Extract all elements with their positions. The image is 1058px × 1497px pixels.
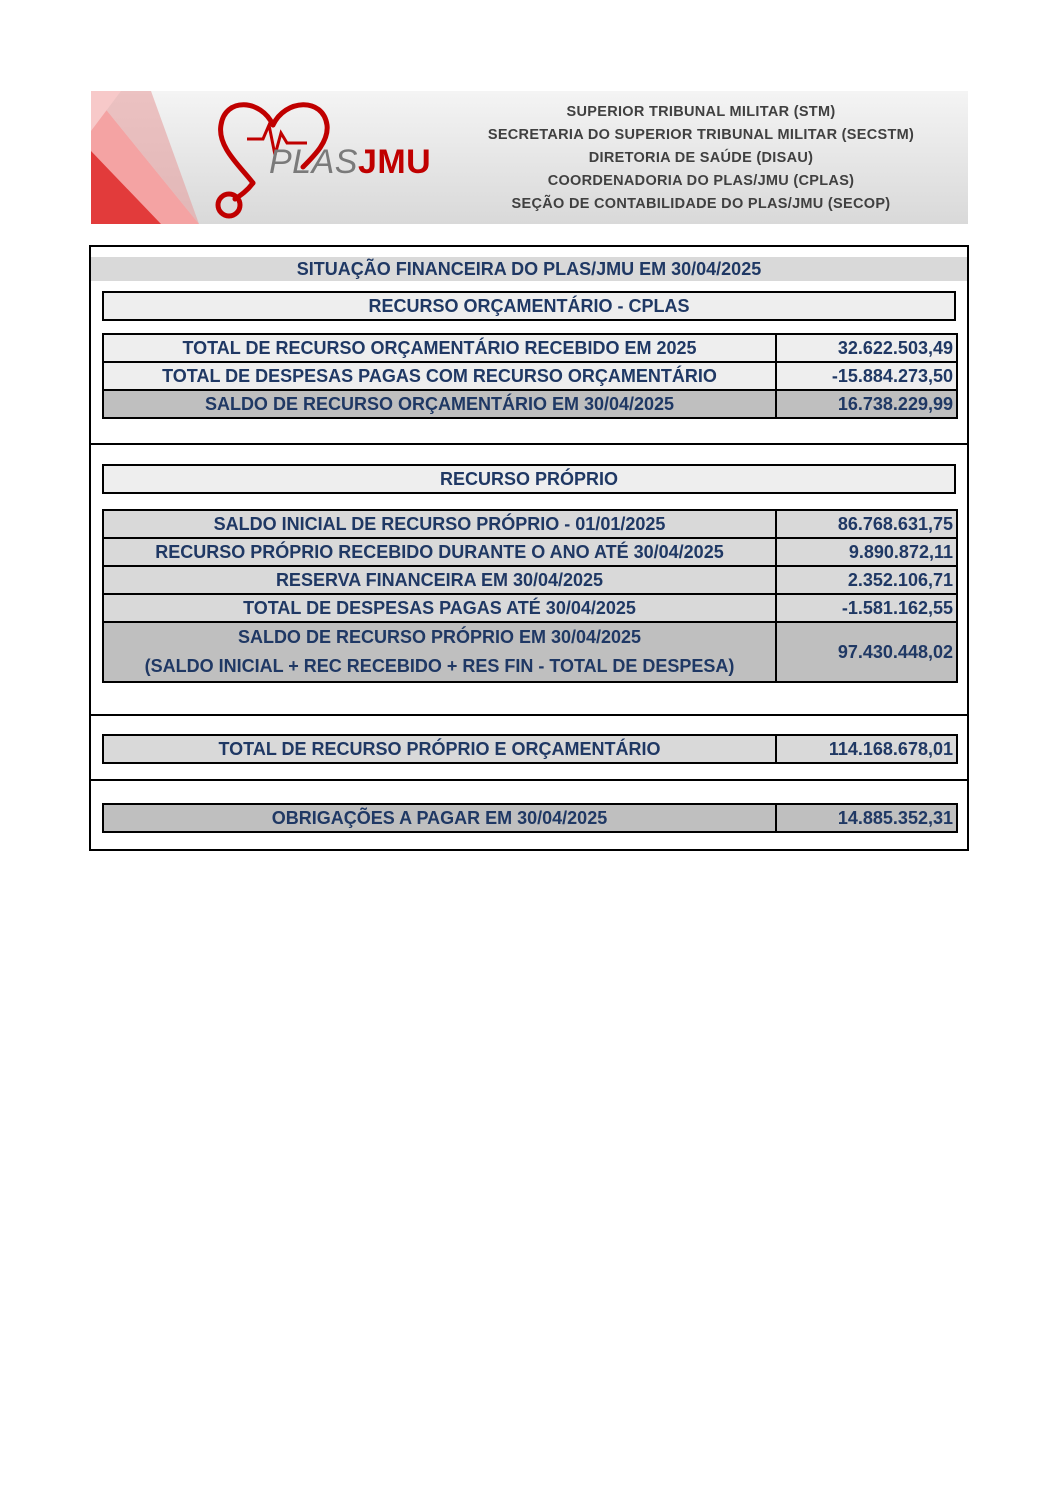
row-value: 16.738.229,99 — [776, 390, 957, 418]
row-value: 14.885.352,31 — [776, 804, 957, 832]
table-row — [103, 538, 957, 566]
banner-red-triangle — [91, 91, 221, 224]
row-value: 2.352.106,71 — [776, 566, 957, 594]
logo-plas: PLAS — [269, 143, 358, 181]
divider — [91, 443, 967, 445]
institution-line: SECRETARIA DO SUPERIOR TRIBUNAL MILITAR (SECSTM) — [487, 127, 915, 143]
table-row — [103, 390, 957, 418]
divider — [91, 779, 967, 781]
row-value: 86.768.631,75 — [776, 510, 957, 538]
table-row — [103, 804, 957, 832]
institution-line: DIRETORIA DE SAÚDE (DISAU) — [588, 150, 814, 166]
saldo-label-line1: SALDO DE RECURSO PRÓPRIO EM 30/04/2025 — [237, 627, 642, 647]
saldo-label-line2: (SALDO INICIAL + REC RECEBIDO + RES FIN - TOTAL DE DESPESA) — [144, 656, 735, 676]
divider — [91, 714, 967, 716]
institution-line: COORDENADORIA DO PLAS/JMU (CPLAS) — [547, 173, 855, 189]
row-label: TOTAL DE DESPESAS PAGAS COM RECURSO ORÇAMENTÁRIO — [103, 362, 776, 390]
institution-line: SEÇÃO DE CONTABILIDADE DO PLAS/JMU (SECOP) — [511, 196, 891, 212]
orcamentario-table — [102, 333, 958, 419]
row-label: TOTAL DE DESPESAS PAGAS ATÉ 30/04/2025 — [103, 594, 776, 622]
row-label — [103, 622, 776, 682]
row-label: TOTAL DE RECURSO ORÇAMENTÁRIO RECEBIDO EM 2025 — [103, 334, 776, 362]
row-value: 114.168.678,01 — [776, 735, 957, 763]
table-row — [103, 510, 957, 538]
institution-lines — [446, 101, 956, 216]
report-title: SITUAÇÃO FINANCEIRA DO PLAS/JMU EM 30/04/2025 — [91, 257, 967, 281]
table-row — [103, 362, 957, 390]
total-table — [102, 734, 958, 764]
row-value: -15.884.273,50 — [776, 362, 957, 390]
section-heading-orcamentario: RECURSO ORÇAMENTÁRIO - CPLAS — [102, 291, 956, 321]
table-row — [103, 566, 957, 594]
row-label: RESERVA FINANCEIRA EM 30/04/2025 — [103, 566, 776, 594]
proprio-table — [102, 509, 958, 683]
obrigacoes-table — [102, 803, 958, 833]
header-banner — [91, 91, 968, 224]
row-label: TOTAL DE RECURSO PRÓPRIO E ORÇAMENTÁRIO — [103, 735, 776, 763]
logo-jmu: JMU — [357, 143, 432, 181]
row-label: SALDO DE RECURSO ORÇAMENTÁRIO EM 30/04/2025 — [103, 390, 776, 418]
row-label: SALDO INICIAL DE RECURSO PRÓPRIO - 01/01/2025 — [103, 510, 776, 538]
section-heading-proprio: RECURSO PRÓPRIO — [102, 464, 956, 494]
row-value: 9.890.872,11 — [776, 538, 957, 566]
row-value: -1.581.162,55 — [776, 594, 957, 622]
row-value: 97.430.448,02 — [776, 622, 957, 682]
table-row — [103, 735, 957, 763]
row-label: OBRIGAÇÕES A PAGAR EM 30/04/2025 — [103, 804, 776, 832]
row-value: 32.622.503,49 — [776, 334, 957, 362]
financial-report — [89, 245, 969, 851]
plasjmu-logo-text — [269, 143, 431, 182]
table-row — [103, 594, 957, 622]
row-label: RECURSO PRÓPRIO RECEBIDO DURANTE O ANO ATÉ 30/04/2025 — [103, 538, 776, 566]
institution-line: SUPERIOR TRIBUNAL MILITAR (STM) — [566, 104, 836, 120]
table-row — [103, 334, 957, 362]
table-row-saldo-proprio — [103, 622, 957, 682]
